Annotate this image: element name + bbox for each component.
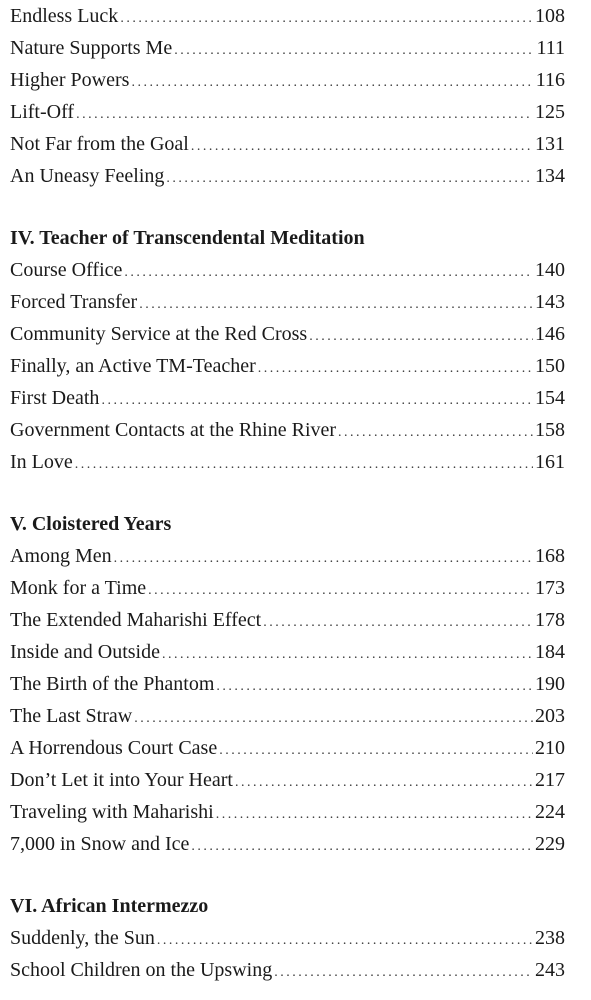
entry-title: Endless Luck xyxy=(10,5,119,27)
dot-leader xyxy=(191,828,533,863)
entry-page: 203 xyxy=(535,705,565,727)
entry-page: 131 xyxy=(535,133,565,155)
dot-leader xyxy=(309,318,533,353)
dot-leader xyxy=(75,446,533,481)
dot-leader xyxy=(101,382,533,417)
dot-leader xyxy=(263,604,533,639)
toc-entry xyxy=(10,382,565,414)
toc-entry xyxy=(10,764,565,796)
toc-entry xyxy=(10,286,565,318)
toc-entry xyxy=(10,732,565,764)
toc-entry xyxy=(10,700,565,732)
dot-leader xyxy=(235,764,533,799)
entry-title: Lift-Off xyxy=(10,101,75,123)
entry-page: 190 xyxy=(535,673,565,695)
dot-leader xyxy=(166,160,533,195)
entry-page: 173 xyxy=(535,577,565,599)
toc-entry xyxy=(10,254,565,286)
toc-entry xyxy=(10,954,565,986)
entry-page: 210 xyxy=(535,737,565,759)
entry-page: 161 xyxy=(535,451,565,473)
entry-page: 111 xyxy=(536,37,565,59)
dot-leader xyxy=(124,254,533,289)
dot-leader xyxy=(114,540,533,575)
entry-page: 243 xyxy=(535,959,565,981)
entry-title: An Uneasy Feeling xyxy=(10,165,165,187)
toc-entry xyxy=(10,64,565,96)
entry-page: 184 xyxy=(535,641,565,663)
toc-entry xyxy=(10,668,565,700)
toc-entry xyxy=(10,32,565,64)
entry-title: Finally, an Active TM-Teacher xyxy=(10,355,256,377)
entry-title: In Love xyxy=(10,451,73,473)
toc-entry xyxy=(10,414,565,446)
toc-entry xyxy=(10,0,565,32)
entry-page: 134 xyxy=(535,165,565,187)
toc-section-v xyxy=(10,508,565,860)
dot-leader xyxy=(216,668,533,703)
entry-title: Community Service at the Red Cross xyxy=(10,323,308,345)
toc-section-iv xyxy=(10,222,565,478)
entry-page: 178 xyxy=(535,609,565,631)
entry-title: Inside and Outside xyxy=(10,641,160,663)
entry-title: Higher Powers xyxy=(10,69,130,91)
entry-title: Course Office xyxy=(10,259,123,281)
toc-entry xyxy=(10,350,565,382)
dot-leader xyxy=(134,700,533,735)
section-heading: IV. Teacher of Transcendental Meditation xyxy=(10,227,365,249)
entry-page: 168 xyxy=(535,545,565,567)
entry-title: The Birth of the Phantom xyxy=(10,673,215,695)
entry-page: 140 xyxy=(535,259,565,281)
toc-entry xyxy=(10,922,565,954)
toc-entry xyxy=(10,160,565,192)
entry-page: 143 xyxy=(535,291,565,313)
section-heading: V. Cloistered Years xyxy=(10,513,172,535)
entry-page: 229 xyxy=(535,833,565,855)
toc-entry xyxy=(10,96,565,128)
entry-page: 217 xyxy=(535,769,565,791)
entry-page: 116 xyxy=(535,69,565,91)
dot-leader xyxy=(191,128,533,163)
toc-entry xyxy=(10,540,565,572)
entry-page: 238 xyxy=(535,927,565,949)
entry-page: 146 xyxy=(535,323,565,345)
entry-page: 154 xyxy=(535,387,565,409)
dot-leader xyxy=(219,732,533,767)
dot-leader xyxy=(274,954,533,989)
toc-entry xyxy=(10,604,565,636)
entry-title: First Death xyxy=(10,387,100,409)
section-heading: VI. African Intermezzo xyxy=(10,895,209,917)
toc-entry xyxy=(10,796,565,828)
entry-title: Not Far from the Goal xyxy=(10,133,189,155)
entry-title: School Children on the Upswing xyxy=(10,959,273,981)
entry-page: 224 xyxy=(535,801,565,823)
dot-leader xyxy=(162,636,533,671)
entry-title: 7,000 in Snow and Ice xyxy=(10,833,190,855)
toc-section-vi xyxy=(10,890,565,986)
entry-title: Suddenly, the Sun xyxy=(10,927,155,949)
dot-leader xyxy=(148,572,533,607)
entry-page: 150 xyxy=(535,355,565,377)
toc-entry xyxy=(10,636,565,668)
entry-title: Among Men xyxy=(10,545,112,567)
dot-leader xyxy=(120,0,533,35)
dot-leader xyxy=(216,796,533,831)
entry-title: Don’t Let it into Your Heart xyxy=(10,769,233,791)
toc-entry xyxy=(10,572,565,604)
table-of-contents xyxy=(10,0,565,986)
dot-leader xyxy=(76,96,533,131)
entry-title: Traveling with Maharishi xyxy=(10,801,214,823)
entry-title: Nature Supports Me xyxy=(10,37,173,59)
toc-section-continued xyxy=(10,0,565,192)
dot-leader xyxy=(157,922,533,957)
entry-title: The Extended Maharishi Effect xyxy=(10,609,262,631)
entry-title: The Last Straw xyxy=(10,705,133,727)
entry-title: A Horrendous Court Case xyxy=(10,737,218,759)
toc-entry xyxy=(10,828,565,860)
toc-entry xyxy=(10,446,565,478)
entry-title: Monk for a Time xyxy=(10,577,147,599)
entry-page: 125 xyxy=(535,101,565,123)
dot-leader xyxy=(174,32,534,67)
entry-page: 108 xyxy=(535,5,565,27)
entry-page: 158 xyxy=(535,419,565,441)
entry-title: Government Contacts at the Rhine River xyxy=(10,419,337,441)
dot-leader xyxy=(139,286,533,321)
toc-entry xyxy=(10,318,565,350)
dot-leader xyxy=(338,414,533,449)
toc-entry xyxy=(10,128,565,160)
dot-leader xyxy=(131,64,533,99)
dot-leader xyxy=(258,350,533,385)
entry-title: Forced Transfer xyxy=(10,291,138,313)
